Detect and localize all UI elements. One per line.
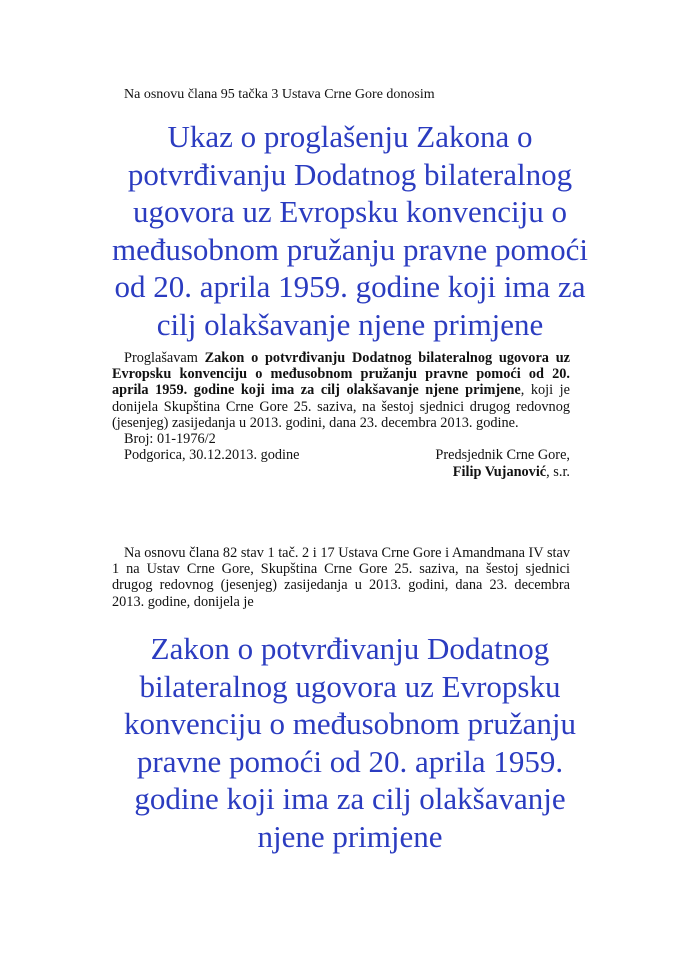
title-line: njene primjene — [257, 818, 443, 854]
signature-name: Filip Vujanović — [452, 463, 547, 480]
preamble: Na osnovu člana 82 stav 1 tač. 2 i 17 Ustava Crne Gore i Amandmana IV stav 1 na Ustav Crne Gore, Skupština Crne Gore 25. saziva, na šestoj sjednici drugog redovnog (jesenjeg) zasijedanja u 2013. godini, dana 23. decembra 2013. godine, donijela je — [112, 545, 570, 610]
title-line: međusobnom pružanju pravne pomoći — [111, 231, 589, 267]
title-line: pravne pomoći od 20. aprila 1959. — [136, 743, 564, 779]
proclamation-lead: Proglašavam — [124, 350, 205, 366]
title-line: bilateralnog ugovora uz Evropsku — [139, 668, 561, 704]
signature-block — [435, 447, 570, 480]
title-line: godine koji ima za cilj olakšavanje — [134, 781, 566, 816]
title-line: Ukaz o proglašenju Zakona o — [167, 119, 533, 154]
signature-suffix: , s.r. — [546, 463, 570, 480]
title-line: konvenciju o međusobnom pružanju — [124, 706, 576, 741]
title-line: potvrđivanju Dodatnog bilateralnog — [127, 156, 573, 192]
law-name-bold: Zakon o potvrđivanju Dodatnog bilateralnog ugovora uz Evropsku konvenciju o međusobnom pružanju pravne pomoći od 20. aprila 1959. godine koji ima za cilj olakšavanje njene primjene — [112, 350, 570, 399]
proclamation-rest: , koji je donijela Skupština Crne Gore 25. saziva, na šestoj sjednici drugog redovnog (jesenjeg) zasijedanja u 2013. godini, dana 23. decembra 2013. godine. — [112, 382, 570, 431]
signature-line — [435, 464, 570, 481]
title-line: Zakon o potvrđivanju Dodatnog — [150, 631, 550, 666]
signature-role: Predsjednik Crne Gore, — [435, 447, 570, 463]
title-line: od 20. aprila 1959. godine koji ima za — [114, 269, 586, 304]
title-line: cilj olakšavanje njene primjene — [156, 306, 544, 342]
document-number: Broj: 01-1976/2 — [124, 431, 216, 448]
ukaz-title — [100, 118, 600, 343]
proclamation-text — [112, 350, 570, 431]
intro-line: Na osnovu člana 95 tačka 3 Ustava Crne Gore donosim — [124, 87, 435, 102]
title-line: ugovora uz Evropsku konvenciju o — [133, 194, 567, 229]
law-title — [100, 630, 600, 855]
place-date: Podgorica, 30.12.2013. godine — [124, 447, 300, 464]
